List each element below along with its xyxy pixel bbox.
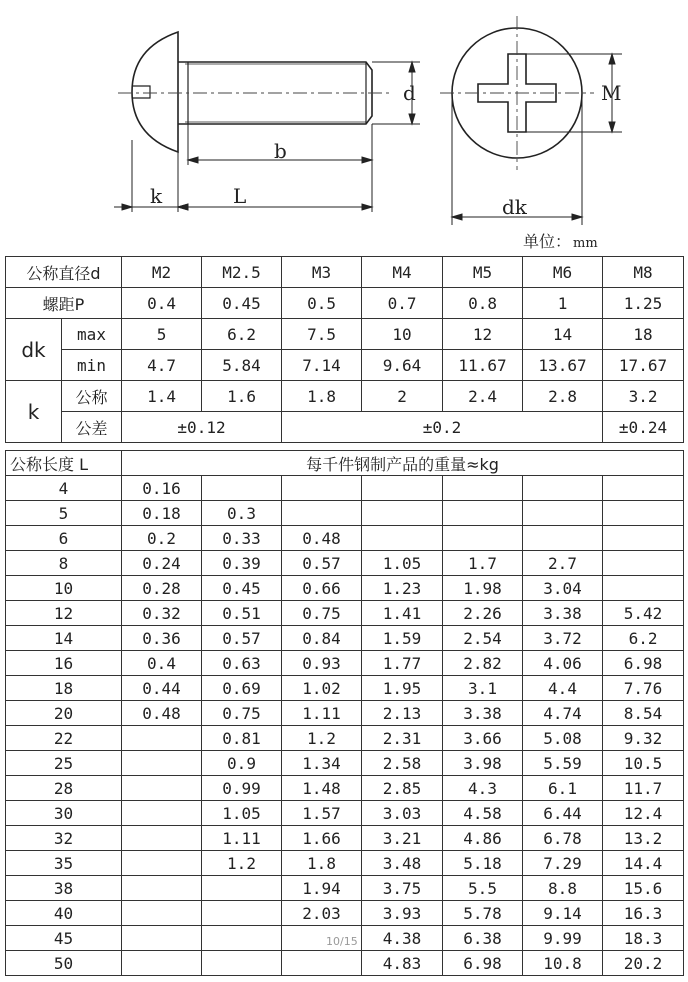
weight-cell: 5.42 [603,601,684,626]
k-nominal-cell: 1.6 [202,381,282,412]
weight-cell [202,476,282,501]
weight-cell: 3.75 [362,876,443,901]
weight-row [6,651,684,676]
length-cell: 14 [6,626,122,651]
k-nominal-row [6,381,684,412]
dk-min-cell: 9.64 [362,350,443,381]
weight-cell [362,526,443,551]
weight-cell: 6.98 [603,651,684,676]
weight-cell: 3.21 [362,826,443,851]
weight-cell: 4.4 [523,676,603,701]
weight-cell: 0.36 [122,626,202,651]
k-tolerance-cell: ±0.2 [282,412,603,443]
pitch-cell: 1.25 [603,288,684,319]
weight-cell [122,851,202,876]
pitch-cell: 0.45 [202,288,282,319]
weight-cell: 1.66 [282,826,362,851]
k-nominal-cell: 3.2 [603,381,684,412]
weight-cell: 1.94 [282,876,362,901]
weight-row [6,751,684,776]
dk-max-cell: 5 [122,319,202,350]
weight-cell: 1.57 [282,801,362,826]
k-nominal-cell: 2 [362,381,443,412]
weight-cell: 3.66 [443,726,523,751]
weight-cell: 8.8 [523,876,603,901]
weight-cell [122,926,202,951]
weight-cell: 3.38 [443,701,523,726]
weight-cell: 3.72 [523,626,603,651]
weight-cell: 7.76 [603,676,684,701]
size-cell: M8 [603,257,684,288]
weight-cell [282,501,362,526]
weight-cell: 0.24 [122,551,202,576]
weight-cell: 0.9 [202,751,282,776]
weight-cell: 0.2 [122,526,202,551]
weight-cell: 5.78 [443,901,523,926]
weight-cell [523,526,603,551]
spec-table [5,256,684,443]
pitch-cell: 0.8 [443,288,523,319]
dk-min-cell: 4.7 [122,350,202,381]
weight-cell: 0.16 [122,476,202,501]
weight-cell: 1.05 [362,551,443,576]
weight-cell: 1.59 [362,626,443,651]
unit-value: mm [573,236,598,251]
weight-cell: 3.93 [362,901,443,926]
weight-cell [282,951,362,976]
weight-cell [523,476,603,501]
dk-max-cell: 12 [443,319,523,350]
label-M: M [601,81,622,105]
unit-note [523,229,598,252]
size-cell: M5 [443,257,523,288]
weight-cell: 6.78 [523,826,603,851]
weight-cell: 2.03 [282,901,362,926]
weight-cell: 2.31 [362,726,443,751]
weight-cell: 0.28 [122,576,202,601]
length-cell: 30 [6,801,122,826]
dk-max-label: max [62,319,122,350]
weight-cell [362,501,443,526]
size-cell: M6 [523,257,603,288]
weight-cell: 1.2 [282,726,362,751]
weight-cell: 9.32 [603,726,684,751]
weight-table-body [6,476,684,976]
weight-cell [443,501,523,526]
weight-cell [603,576,684,601]
weight-cell: 0.75 [282,601,362,626]
length-header: 公称长度 L [6,451,122,476]
weight-cell [122,826,202,851]
k-label: k [6,381,62,443]
weight-cell [202,876,282,901]
weight-cell: 1.11 [202,826,282,851]
screw-head-side [132,32,178,152]
k-nominal-cell: 1.4 [122,381,202,412]
weight-cell: 3.38 [523,601,603,626]
weight-cell: 3.04 [523,576,603,601]
dk-max-cell: 10 [362,319,443,350]
label-L: L [233,184,247,208]
weight-cell: 5.18 [443,851,523,876]
dk-max-cell: 6.2 [202,319,282,350]
dk-min-cell: 17.67 [603,350,684,381]
weight-cell: 3.03 [362,801,443,826]
weight-cell: 0.57 [282,551,362,576]
weight-cell [443,526,523,551]
length-cell: 50 [6,951,122,976]
weight-cell [603,501,684,526]
dk-min-label: min [62,350,122,381]
weight-cell: 4.83 [362,951,443,976]
weight-cell [122,876,202,901]
weight-cell: 7.29 [523,851,603,876]
weight-cell: 0.18 [122,501,202,526]
weight-table [5,450,684,976]
pitch-row [6,288,684,319]
pitch-cell: 0.5 [282,288,362,319]
weight-row [6,476,684,501]
length-cell: 5 [6,501,122,526]
length-cell: 18 [6,676,122,701]
length-cell: 12 [6,601,122,626]
dk-min-cell: 7.14 [282,350,362,381]
dk-max-row [6,319,684,350]
length-cell: 28 [6,776,122,801]
weight-cell: 14.4 [603,851,684,876]
pitch-label: 螺距P [6,288,122,319]
weight-cell: 1.23 [362,576,443,601]
weight-row [6,676,684,701]
weight-cell [523,501,603,526]
weight-cell [362,476,443,501]
weight-cell: 15.6 [603,876,684,901]
unit-label: 单位： [523,232,572,251]
length-cell: 20 [6,701,122,726]
k-tolerance-cell: ±0.12 [122,412,282,443]
dk-max-cell: 14 [523,319,603,350]
weight-cell [603,476,684,501]
weight-cell: 10.5 [603,751,684,776]
k-tolerance-cell: ±0.24 [603,412,684,443]
weight-row [6,876,684,901]
screw-drawing-svg [0,0,688,256]
weight-row [6,551,684,576]
weight-cell [122,801,202,826]
weight-cell: 0.63 [202,651,282,676]
weight-cell: 8.54 [603,701,684,726]
weight-cell: 6.2 [603,626,684,651]
weight-cell: 4.58 [443,801,523,826]
size-cell: M3 [282,257,362,288]
weight-cell: 1.98 [443,576,523,601]
weight-cell: 0.84 [282,626,362,651]
weight-cell: 4.74 [523,701,603,726]
weight-cell: 1.95 [362,676,443,701]
weight-cell: 0.93 [282,651,362,676]
weight-header-row [6,451,684,476]
weight-cell: 0.66 [282,576,362,601]
nominal-diameter-label: 公称直径d [6,257,122,288]
weight-cell: 0.57 [202,626,282,651]
length-cell: 32 [6,826,122,851]
length-cell: 40 [6,901,122,926]
weight-cell: 0.69 [202,676,282,701]
length-cell: 25 [6,751,122,776]
label-b: b [274,139,287,163]
weight-row [6,776,684,801]
length-cell: 16 [6,651,122,676]
weight-cell: 2.58 [362,751,443,776]
pitch-cell: 0.4 [122,288,202,319]
weight-cell: 13.2 [603,826,684,851]
weight-cell [202,951,282,976]
label-k: k [150,184,163,208]
weight-cell: 0.45 [202,576,282,601]
weight-cell: 11.7 [603,776,684,801]
weight-cell: 5.5 [443,876,523,901]
weight-cell: 20.2 [603,951,684,976]
weight-cell: 4.3 [443,776,523,801]
dk-label: dk [6,319,62,381]
weight-cell [122,776,202,801]
dk-min-cell: 5.84 [202,350,282,381]
weight-cell: 10.8 [523,951,603,976]
dk-max-cell: 7.5 [282,319,362,350]
length-cell: 8 [6,551,122,576]
weight-cell [443,476,523,501]
k-tolerance-row [6,412,684,443]
weight-cell: 1.11 [282,701,362,726]
length-cell: 38 [6,876,122,901]
pitch-cell: 1 [523,288,603,319]
weight-cell: 2.54 [443,626,523,651]
weight-cell: 6.38 [443,926,523,951]
weight-cell: 0.4 [122,651,202,676]
weight-cell: 1.05 [202,801,282,826]
weight-row [6,851,684,876]
label-dk: dk [502,195,527,219]
weight-cell [202,901,282,926]
weight-cell: 1.02 [282,676,362,701]
weight-cell: 6.98 [443,951,523,976]
weight-cell: 2.7 [523,551,603,576]
pitch-cell: 0.7 [362,288,443,319]
weight-cell: 3.48 [362,851,443,876]
weight-cell: 6.1 [523,776,603,801]
weight-cell [122,901,202,926]
weight-cell: 2.13 [362,701,443,726]
weight-header: 每千件钢制产品的重量≈kg [122,451,684,476]
weight-row [6,501,684,526]
weight-cell: 1.8 [282,851,362,876]
size-cell: M4 [362,257,443,288]
weight-row [6,826,684,851]
weight-cell: 9.14 [523,901,603,926]
weight-cell: 1.41 [362,601,443,626]
dk-min-cell: 11.67 [443,350,523,381]
weight-cell: 0.81 [202,726,282,751]
dk-min-cell: 13.67 [523,350,603,381]
weight-cell: 0.48 [122,701,202,726]
weight-cell: 12.4 [603,801,684,826]
dk-max-cell: 18 [603,319,684,350]
length-cell: 35 [6,851,122,876]
weight-cell: 6.44 [523,801,603,826]
weight-cell: 18.3 [603,926,684,951]
weight-cell: 0.44 [122,676,202,701]
weight-row [6,701,684,726]
weight-cell [282,476,362,501]
weight-cell: 4.06 [523,651,603,676]
weight-row [6,526,684,551]
weight-cell: 0.3 [202,501,282,526]
k-tolerance-label: 公差 [62,412,122,443]
weight-cell: 0.48 [282,526,362,551]
weight-cell: 9.99 [523,926,603,951]
weight-cell: 3.98 [443,751,523,776]
weight-cell [603,526,684,551]
weight-row [6,726,684,751]
label-d: d [403,81,416,105]
spec-header-row [6,257,684,288]
weight-row [6,576,684,601]
length-cell: 10 [6,576,122,601]
weight-cell: 2.26 [443,601,523,626]
size-cell: M2 [122,257,202,288]
weight-cell: 0.75 [202,701,282,726]
weight-cell: 1.2 [202,851,282,876]
k-nominal-cell: 1.8 [282,381,362,412]
page-indicator: 10/15 [326,935,358,948]
weight-row [6,901,684,926]
weight-cell: 5.08 [523,726,603,751]
weight-row [6,601,684,626]
weight-cell: 2.85 [362,776,443,801]
weight-cell: 16.3 [603,901,684,926]
length-cell: 45 [6,926,122,951]
size-cell: M2.5 [202,257,282,288]
weight-cell [202,926,282,951]
weight-cell: 1.77 [362,651,443,676]
weight-cell: 4.38 [362,926,443,951]
weight-cell: 3.1 [443,676,523,701]
weight-cell: 4.86 [443,826,523,851]
screw-technical-drawing [0,0,688,256]
length-cell: 22 [6,726,122,751]
k-nominal-cell: 2.8 [523,381,603,412]
k-nominal-cell: 2.4 [443,381,523,412]
weight-cell [122,726,202,751]
side-view [132,32,372,152]
weight-cell: 0.51 [202,601,282,626]
length-cell: 4 [6,476,122,501]
weight-cell [603,551,684,576]
weight-cell: 0.39 [202,551,282,576]
weight-cell: 2.82 [443,651,523,676]
weight-cell: 5.59 [523,751,603,776]
slot-side [132,86,150,98]
weight-cell: 1.48 [282,776,362,801]
weight-cell [122,751,202,776]
weight-row [6,626,684,651]
weight-cell: 0.33 [202,526,282,551]
weight-row [6,801,684,826]
weight-cell: 0.99 [202,776,282,801]
weight-cell: 0.32 [122,601,202,626]
weight-cell: 1.7 [443,551,523,576]
length-cell: 6 [6,526,122,551]
k-nominal-label: 公称 [62,381,122,412]
weight-row [6,951,684,976]
weight-cell [122,951,202,976]
dk-min-row [6,350,684,381]
weight-cell: 1.34 [282,751,362,776]
